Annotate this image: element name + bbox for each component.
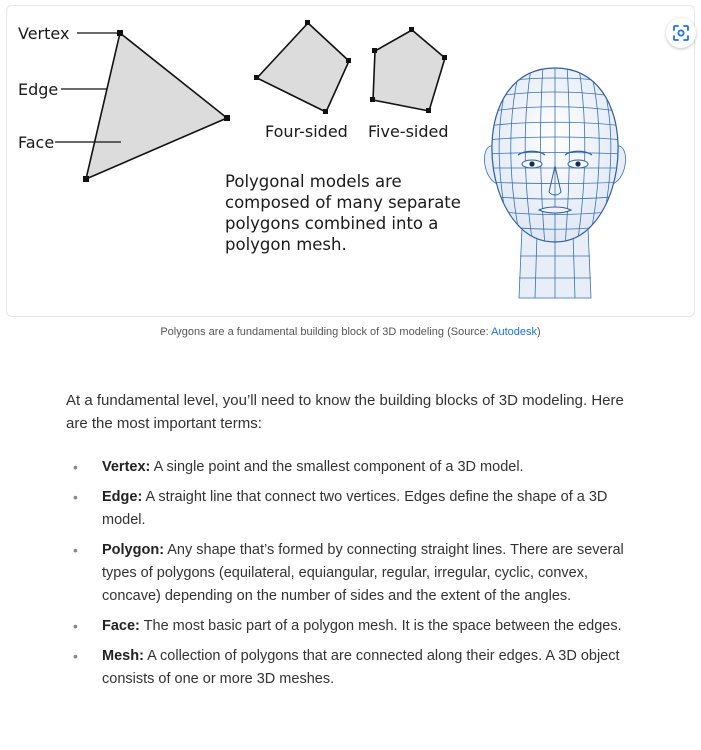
description-line: polygon mesh. bbox=[225, 235, 347, 254]
figure-caption bbox=[0, 326, 701, 338]
polygon-diagram bbox=[7, 6, 696, 318]
term-definition: Any shape that’s formed by connecting straight lines. There are several types of polygons (equilateral, equiangular, regular, irregular, cyclic, convex, concave) depending on the number of sides and the extent of the angles. bbox=[102, 542, 624, 604]
term-name: Face: bbox=[102, 618, 140, 634]
term-name: Mesh: bbox=[102, 648, 144, 664]
vertex-label: Vertex bbox=[18, 24, 70, 43]
term-definition: A single point and the smallest component of a 3D model. bbox=[153, 459, 524, 475]
term-definition: A straight line that connect two vertices. Edges define the shape of a 3D model. bbox=[102, 489, 608, 528]
edge-label: Edge bbox=[18, 80, 59, 99]
figure-card bbox=[6, 5, 695, 317]
bullet-icon: • bbox=[73, 648, 78, 664]
description-line: polygons combined into a bbox=[225, 214, 439, 233]
description-line: composed of many separate bbox=[225, 193, 461, 212]
four-sided-label: Four-sided bbox=[265, 122, 348, 141]
term-definition: The most basic part of a polygon mesh. It is the space between the edges. bbox=[143, 618, 622, 634]
list-item bbox=[66, 456, 636, 479]
lens-search-button[interactable] bbox=[666, 18, 696, 48]
vertex-marker bbox=[117, 30, 123, 36]
face-label: Face bbox=[18, 133, 55, 152]
lens-icon bbox=[672, 24, 690, 42]
term-name: Vertex: bbox=[102, 459, 151, 475]
list-item bbox=[66, 645, 636, 691]
wireframe-head-image bbox=[484, 66, 625, 298]
five-sided-polygon bbox=[373, 30, 445, 111]
term-definition: A collection of polygons that are connected along their edges. A 3D object consists of one or more 3D meshes. bbox=[102, 648, 620, 687]
triangle-face bbox=[86, 33, 227, 179]
caption-source-link[interactable]: Autodesk bbox=[491, 326, 537, 338]
five-sided-label: Five-sided bbox=[368, 122, 449, 141]
list-item bbox=[66, 615, 636, 638]
term-name: Edge: bbox=[102, 489, 143, 505]
term-name: Polygon: bbox=[102, 542, 165, 558]
list-item bbox=[66, 539, 636, 608]
bullet-icon: • bbox=[73, 459, 78, 475]
description-line: Polygonal models are bbox=[225, 172, 402, 191]
four-sided-polygon bbox=[257, 23, 349, 112]
bullet-icon: • bbox=[73, 489, 78, 505]
terms-list bbox=[66, 456, 636, 698]
list-item bbox=[66, 486, 636, 532]
caption-suffix: ) bbox=[537, 326, 541, 338]
vertex-marker bbox=[224, 115, 230, 121]
caption-text: Polygons are a fundamental building block of 3D modeling (Source: bbox=[160, 326, 492, 338]
intro-paragraph: At a fundamental level, you’ll need to know the building blocks of 3D modeling. Here are the most important terms: bbox=[66, 392, 624, 432]
vertex-marker bbox=[83, 176, 89, 182]
bullet-icon: • bbox=[73, 542, 78, 558]
bullet-icon: • bbox=[73, 618, 78, 634]
